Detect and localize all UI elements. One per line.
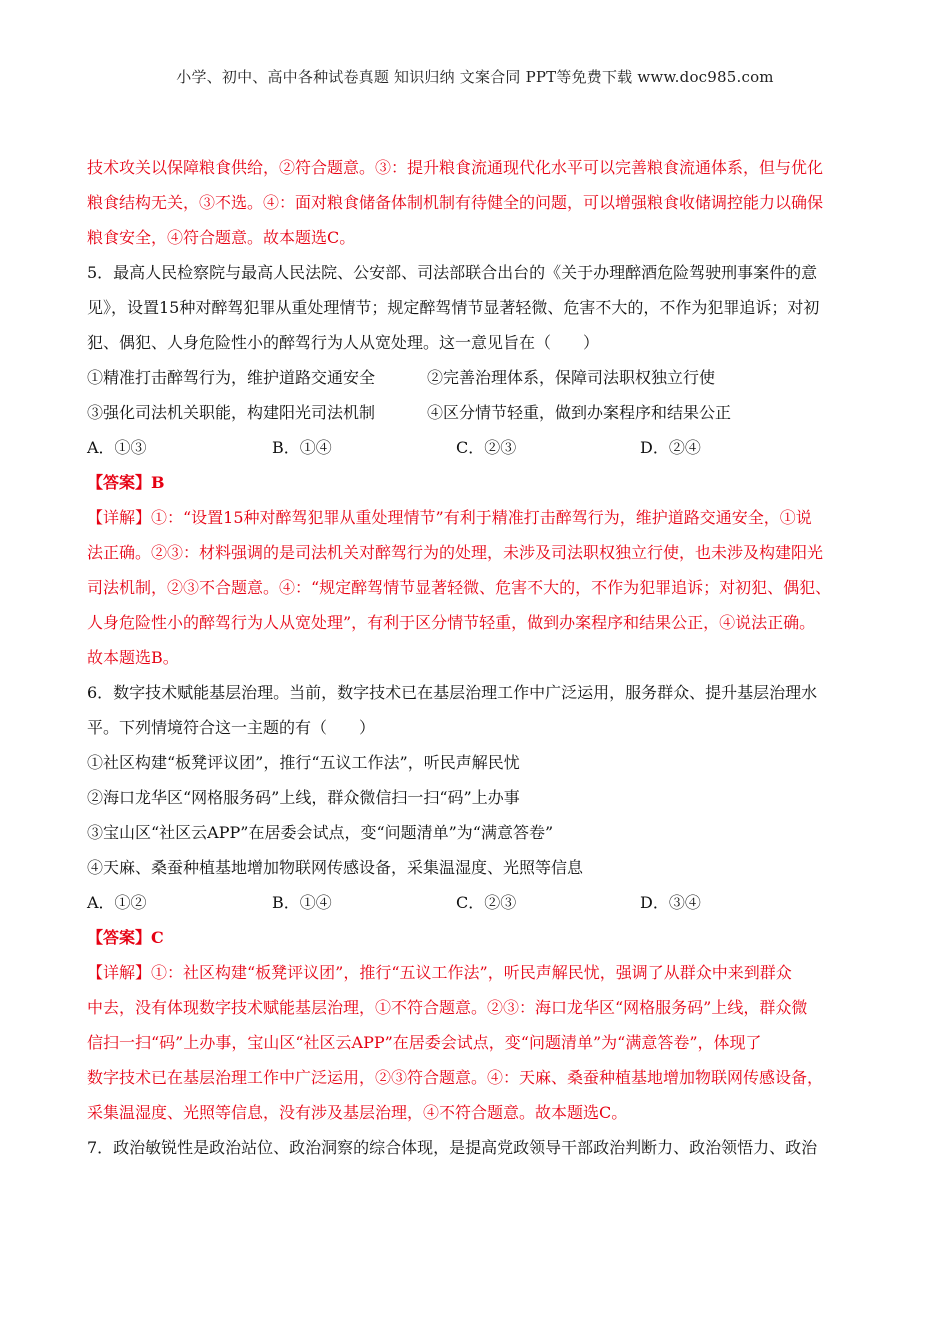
option-b: B．①④ <box>272 893 332 912</box>
statement-row <box>87 360 867 395</box>
question-stem: 平。下列情境符合这一主题的有（ ） <box>87 718 376 737</box>
option-d: D．②④ <box>640 438 701 457</box>
question-stem: 见》，设置15种对醉驾犯罪从重处理情节；规定醉驾情节显著轻微、危害不大的，不作为犯罪追诉；对初 <box>87 298 820 317</box>
statement-2: ②海口龙华区“网格服务码”上线，群众微信扫一扫“码”上办事 <box>87 788 520 807</box>
page-header: 小学、初中、高中各种试卷真题 知识归纳 文案合同 PPT等免费下载 www.doc985.com <box>176 68 774 86</box>
detail-line: 人身危险性小的醉驾行为人从宽处理”，有利于区分情节轻重，做到办案程序和结果公正，④说法正确。 <box>87 613 816 632</box>
option-a: A．①② <box>87 893 147 912</box>
question-7 <box>87 1130 867 1165</box>
option-b: B．①④ <box>272 438 332 457</box>
explanation-line: 粮食结构无关，③不选。④：面对粮食储备体制机制有待健全的问题，可以增强粮食收储调控能力以确保 <box>87 193 824 212</box>
option-c: C．②③ <box>456 438 517 457</box>
document-body <box>87 150 867 1165</box>
statement-1: ①精准打击醉驾行为，维护道路交通安全 <box>87 368 376 387</box>
statement-2: ②完善治理体系，保障司法职权独立行使 <box>427 368 716 387</box>
statement-4: ④区分情节轻重，做到办案程序和结果公正 <box>427 403 732 422</box>
statement-1: ①社区构建“板凳评议团”，推行“五议工作法”，听民声解民忧 <box>87 753 520 772</box>
detail-line: 数字技术已在基层治理工作中广泛运用，②③符合题意。④：天麻、桑蚕种植基地增加物联网传感设备， <box>87 1068 824 1087</box>
option-a: A．①③ <box>87 438 147 457</box>
answer-label: 【答案】C <box>87 928 164 947</box>
detail-line: 中去，没有体现数字技术赋能基层治理，①不符合题意。②③：海口龙华区“网格服务码”上线，群众微 <box>87 998 808 1017</box>
statement-3: ③强化司法机关职能，构建阳光司法机制 <box>87 403 376 422</box>
answer-options <box>87 885 867 920</box>
prev-explanation <box>87 150 867 255</box>
detail-line: 司法机制，②③不合题意。④：“规定醉驾情节显著轻微、危害不大的，不作为犯罪追诉；对初犯、偶犯、 <box>87 578 832 597</box>
answer-label: 【答案】B <box>87 473 165 492</box>
detail-line: 【详解】①：社区构建“板凳评议团”，推行“五议工作法”，听民声解民忧，强调了从群众中来到群众 <box>87 963 792 982</box>
detail-line: 采集温湿度、光照等信息，没有涉及基层治理，④不符合题意。故本题选C。 <box>87 1103 628 1122</box>
explanation-line: 粮食安全，④符合题意。故本题选C。 <box>87 228 356 247</box>
statement-row <box>87 395 867 430</box>
question-6 <box>87 675 867 1130</box>
option-c: C．②③ <box>456 893 517 912</box>
detail-line: 法正确。②③：材料强调的是司法机关对醉驾行为的处理，未涉及司法职权独立行使，也未涉及构建阳光 <box>87 543 824 562</box>
question-stem: 6．数字技术赋能基层治理。当前，数字技术已在基层治理工作中广泛运用，服务群众、提升基层治理水 <box>87 683 818 702</box>
statement-4: ④天麻、桑蚕种植基地增加物联网传感设备，采集温湿度、光照等信息 <box>87 858 584 877</box>
question-stem: 7．政治敏锐性是政治站位、政治洞察的综合体现，是提高党政领导干部政治判断力、政治领悟力、政治 <box>87 1138 818 1157</box>
detail-line: 信扫一扫“码”上办事，宝山区“社区云APP”在居委会试点，变“问题清单”为“满意答卷”，体现了 <box>87 1033 762 1052</box>
question-5 <box>87 255 867 675</box>
detail-line: 【详解】①：“设置15种对醉驾犯罪从重处理情节”有利于精准打击醉驾行为，维护道路交通安全，①说 <box>87 508 812 527</box>
detail-line: 故本题选B。 <box>87 648 179 667</box>
answer-options <box>87 430 867 465</box>
question-stem: 5．最高人民检察院与最高人民法院、公安部、司法部联合出台的《关于办理醉酒危险驾驶刑事案件的意 <box>87 263 818 282</box>
statement-3: ③宝山区“社区云APP”在居委会试点，变“问题清单”为“满意答卷” <box>87 823 554 842</box>
option-d: D．③④ <box>640 893 701 912</box>
question-stem: 犯、偶犯、人身危险性小的醉驾行为人从宽处理。这一意见旨在（ ） <box>87 333 600 352</box>
explanation-line: 技术攻关以保障粮食供给，②符合题意。③：提升粮食流通现代化水平可以完善粮食流通体系，但与优化 <box>87 158 824 177</box>
